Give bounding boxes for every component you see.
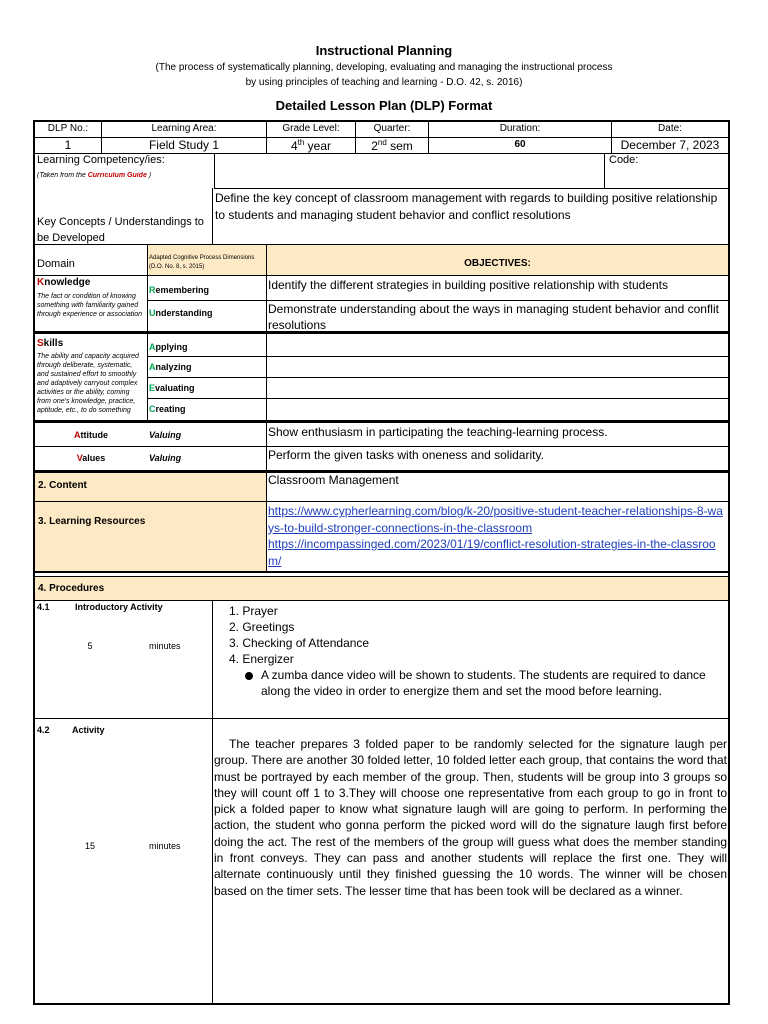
intro-unit: minutes	[149, 641, 181, 651]
activity-label: Activity	[72, 725, 105, 735]
analyzing-label: Analyzing	[149, 362, 192, 372]
values-level: Valuing	[149, 453, 182, 463]
values-label: Values	[76, 453, 106, 463]
date-value: December 7, 2023	[620, 138, 720, 152]
intro-item-energizer: 4. Energizer	[229, 652, 294, 666]
activity-number: 4.2	[37, 725, 50, 735]
content-value: Classroom Management	[268, 473, 399, 487]
objective-understanding: Demonstrate understanding about the ways in managing student behavior and conflit resolutions	[268, 302, 719, 332]
resources-label: 3. Learning Resources	[38, 516, 146, 527]
grade-level-value: 4th year	[290, 138, 332, 153]
domain-label: Domain	[37, 258, 75, 270]
quarter-value: 2nd sem	[371, 138, 413, 153]
dlp-no-label: DLP No.:	[47, 123, 89, 134]
procedures-label: 4. Procedures	[38, 583, 105, 594]
remembering-label: Remembering	[149, 285, 210, 295]
knowledge-desc: The fact or condition of knowing something with familiarity gained through experience or association	[37, 293, 143, 318]
doc-title: Instructional Planning	[315, 43, 453, 58]
resource-link-2[interactable]: https://incompassinged.com/2023/01/19/conflict-resolution-strategies-in-the-classroom/	[268, 537, 716, 568]
intro-item-attendance: 3. Checking of Attendance	[229, 636, 370, 650]
evaluating-label: Evaluating	[149, 383, 195, 393]
competency-note: (Taken from the Curriculum Guide )	[37, 172, 152, 179]
key-concepts-label: Key Concepts / Understandings to be Developed	[37, 216, 204, 244]
resources-fill	[34, 502, 266, 571]
format-title: Detailed Lesson Plan (DLP) Format	[275, 98, 493, 113]
intro-item-prayer: 1. Prayer	[229, 604, 278, 618]
learning-area-label: Learning Area:	[151, 123, 217, 134]
objectives-header: OBJECTIVES:	[464, 258, 531, 269]
duration-value: 60	[514, 139, 526, 150]
activity-text: The teacher prepares 3 folded paper to be randomly selected for the signature laugh per group. There are another 30 folded letter, 10 folded letter each group, that contains the word that must be portrayed by each member of the group. Then, students will be group into 3 groups so they will count off 1 to 3.They will choose one representative from each group to go in front to pick a folded paper to know what signature laugh will are going to perform. In performing the action, the student who gonna perform the picked word will do the signature laugh first before doing the act. The rest of the members of the group will guess what does the member standing in front conveys. They can pass and another students will replace the first one. They will alternate continuously until they finished guessing the 10 words. The winner will be chosen based on the timer sets. The lesser time that has been took will be declared as a winner.	[214, 737, 727, 898]
competency-label: Learning Competency/ies:	[37, 154, 165, 166]
attitude-label: Attitude	[74, 430, 108, 440]
grade-level-label: Grade Level:	[282, 123, 340, 134]
date-label: Date:	[658, 123, 682, 134]
applying-label: Applying	[149, 342, 188, 352]
objective-values: Perform the given tasks with oneness and solidarity.	[268, 448, 544, 462]
intro-time: 5	[87, 641, 93, 651]
intro-item-greetings: 2. Greetings	[229, 620, 295, 634]
key-concepts-text: Define the key concept of classroom management with regards to building positive relationship to students and managing student behavior and conflict resolutions	[215, 191, 718, 222]
objective-remembering: Identify the different strategies in building positive relationship with students	[268, 278, 669, 292]
intro-list	[229, 603, 709, 667]
intro-label: Introductory Activity	[75, 602, 163, 612]
code-label: Code:	[609, 154, 639, 166]
creating-label: Creating	[149, 404, 186, 414]
objective-attitude: Show enthusiasm in participating the teaching-learning process.	[268, 425, 608, 439]
doc-subtitle-2: by using principles of teaching and learning - D.O. 42, s. 2016)	[245, 77, 523, 88]
activity-time: 15	[84, 841, 95, 851]
intro-bullet-text: A zumba dance video will be shown to students. The students are required to dance along the video in order to energize them and set the mood before learning.	[261, 668, 706, 698]
skills-label: Skills	[37, 338, 64, 349]
doc-subtitle-1: (The process of systematically planning, developing, evaluating and managing the instructional process	[155, 62, 613, 73]
knowledge-label: Knowledge	[37, 277, 91, 288]
understanding-label: Understanding	[149, 308, 213, 318]
duration-label: Duration:	[499, 123, 541, 134]
resource-link-1[interactable]: https://www.cypherlearning.com/blog/k-20/positive-student-teacher-relationships-8-ways-to-build-stronger-connections-in-the-classroom	[268, 504, 723, 535]
adapted-dimensions-label: Adapted Cognitive Process Dimensions (D.O. No. 8, s. 2015)	[149, 255, 255, 270]
learning-area-value: Field Study 1	[148, 138, 220, 152]
skills-desc: The ability and capacity acquired through deliberate, systematic, and sustained effort to smoothly and adaptively carryout complex activities or the ability, coming from one's knowledge, practice, aptitude, etc., to do something	[37, 353, 139, 414]
dlp-no-value: 1	[64, 138, 72, 152]
resources-links	[268, 503, 724, 569]
content-label: 2. Content	[38, 480, 87, 491]
bullet-icon	[245, 672, 253, 680]
intro-number: 4.1	[37, 602, 50, 612]
activity-unit: minutes	[149, 841, 181, 851]
attitude-level: Valuing	[149, 430, 182, 440]
quarter-label: Quarter:	[373, 123, 411, 134]
